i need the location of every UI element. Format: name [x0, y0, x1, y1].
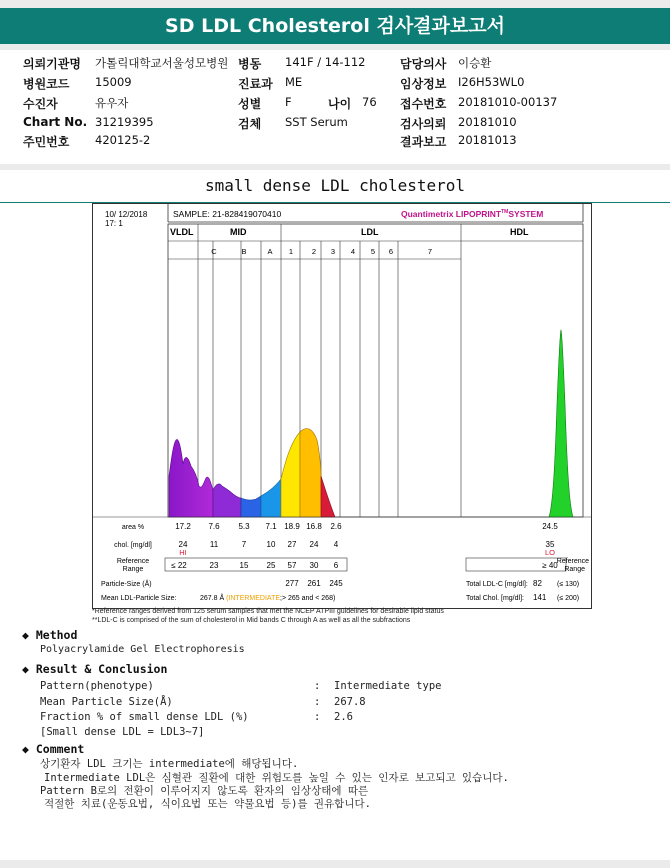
band-label: B	[241, 247, 247, 256]
result-sep: :	[314, 680, 321, 692]
chol-value: 35	[545, 540, 555, 549]
footnote: *Reference ranges derived from 125 serum samples that met the NCEP ATPIII guidelines for desirable lipid status	[92, 608, 444, 615]
ldl1-peak	[281, 432, 300, 517]
brand-name: Quantimetrix LIPOPRINT™SYSTEM	[401, 209, 544, 219]
result-label: Fraction % of small dense LDL (%)	[40, 711, 249, 723]
particle-size-label: Particle-Size (Å)	[101, 581, 152, 588]
info-value-accession: 20181010-00137	[458, 95, 558, 109]
bottom-strip	[0, 860, 670, 868]
svg-text:Range: Range	[564, 566, 585, 573]
result-value: 2.6	[334, 711, 353, 723]
ref-value: 15	[239, 561, 249, 570]
info-label-chart-no: Chart No.	[23, 115, 88, 129]
band-label: 4	[350, 247, 356, 256]
area-value: 18.9	[284, 522, 300, 531]
info-label-doctor: 담당의사	[400, 57, 447, 71]
info-value-sex: F	[285, 95, 292, 109]
total-chol-value: 141	[533, 593, 547, 602]
total-ldl-value: 82	[533, 579, 542, 588]
info-value-hospital-code: 15009	[95, 75, 132, 89]
chol-value: 10	[266, 540, 276, 549]
area-value: 2.6	[330, 522, 342, 531]
ref-value: 25	[266, 561, 276, 570]
info-label-accession: 접수번호	[400, 97, 447, 111]
run-time: 17: 1	[105, 219, 123, 228]
plot-frame	[168, 224, 583, 517]
info-label-requested: 검사의뢰	[400, 117, 447, 131]
result-label: Pattern(phenotype)	[40, 680, 154, 692]
info-label-institution: 의뢰기관명	[23, 57, 81, 71]
lo-flag: LO	[544, 548, 556, 557]
area-value: 16.8	[306, 522, 322, 531]
ref-value: 30	[309, 561, 319, 570]
info-value-patient: 유우자	[95, 96, 129, 110]
info-label-resident-no: 주민번호	[23, 135, 70, 149]
mid-c-peak	[213, 484, 241, 517]
result-heading: ◆ Result & Conclusion	[22, 662, 168, 676]
run-date: 10/ 12/2018	[105, 210, 148, 219]
data-table	[114, 522, 589, 573]
info-label-patient: 수진자	[23, 97, 58, 111]
ref-value: ≥ 40	[542, 561, 558, 570]
result-value: 267.8	[334, 696, 366, 708]
comment-line: 적절한 치료(운동요법, 식이요법 또는 약물요법 등)를 권유합니다.	[44, 798, 371, 810]
info-value-age: 76	[362, 95, 377, 109]
particle-size-value: 261	[307, 579, 321, 588]
info-value-clinical: I26H53WL0	[458, 75, 525, 89]
comment-heading: ◆ Comment	[22, 742, 85, 756]
ldl3-peak	[321, 476, 335, 517]
total-ldl-label: Total LDL-C [mg/dl]:	[466, 581, 528, 588]
area-value: 7.6	[208, 522, 220, 531]
info-label-hospital-code: 병원코드	[23, 77, 70, 91]
result-value: Intermediate type	[334, 680, 442, 692]
svg-text:Range: Range	[122, 566, 144, 573]
lipoprint-chart	[92, 203, 592, 609]
report-title: SD LDL Cholesterol 검사결과보고서	[0, 8, 670, 44]
sample-id: SAMPLE: 21-828419070410	[173, 209, 282, 219]
summary-rows	[101, 579, 579, 602]
mid-a-peak	[261, 479, 281, 517]
mean-ldl-value: 267.8 Å (INTERMEDIATE;> 265 and < 268)	[200, 595, 336, 602]
total-chol-ref: (≤ 200)	[557, 595, 580, 602]
info-value-ward: 141F / 14-112	[285, 55, 366, 69]
result-sep: :	[314, 696, 321, 708]
row-label-chol: chol. [mg/dl]	[114, 542, 152, 549]
diamond-icon: ◆	[22, 628, 36, 642]
row-label-ref: Reference	[116, 558, 150, 565]
ldl2-peak	[300, 429, 321, 517]
area-value: 7.1	[265, 522, 277, 531]
result-sep: :	[314, 711, 321, 723]
info-label-age: 나이	[328, 97, 352, 111]
group-label-vldl: VLDL	[170, 227, 194, 237]
band-label: 5	[370, 247, 376, 256]
total-chol-label: Total Chol. [mg/dl]:	[466, 595, 524, 602]
band-label: 2	[311, 247, 317, 256]
comment-line: Pattern B로의 전환이 이루어지지 않도록 환자의 임상상태에 따른	[40, 785, 369, 797]
comment-line: Intermediate LDL은 심혈관 질환에 대한 위험도를 높일 수 있는 인자로 보고되고 있습니다.	[44, 772, 509, 784]
info-value-reported: 20181013	[458, 133, 517, 147]
area-value: 5.3	[238, 522, 250, 531]
area-value: 17.2	[175, 522, 191, 531]
diamond-icon: ◆	[22, 662, 36, 676]
vldl-peak	[169, 440, 213, 517]
chol-value: 27	[287, 540, 297, 549]
chol-value: 4	[333, 540, 339, 549]
info-label-clinical: 임상정보	[400, 77, 447, 91]
info-value-department: ME	[285, 75, 303, 89]
info-label-ward: 병동	[238, 57, 262, 71]
band-label: 7	[427, 247, 433, 256]
particle-size-value: 245	[329, 579, 343, 588]
band-label: 1	[288, 247, 294, 256]
method-heading: ◆ Method	[22, 628, 78, 642]
patient-info-panel	[0, 50, 670, 164]
row-label-ref-right: Reference	[556, 558, 589, 565]
info-value-resident-no: 420125-2	[95, 133, 151, 147]
hdl-peak	[549, 330, 573, 517]
band-label: C	[211, 247, 217, 256]
band-label: 6	[388, 247, 394, 256]
ref-value: 57	[287, 561, 297, 570]
chol-value: 11	[209, 540, 219, 549]
comment-line: 상기환자 LDL 크기는 intermediate에 해당됩니다.	[40, 758, 299, 770]
group-label-hdl: HDL	[510, 227, 529, 237]
result-label: Mean Particle Size(Å)	[40, 696, 173, 708]
group-label-mid: MID	[230, 227, 247, 237]
info-value-institution: 가톨릭대학교서울성모병원	[95, 56, 229, 70]
mid-b-peak	[241, 496, 261, 517]
particle-size-value: 277	[285, 579, 299, 588]
info-value-specimen: SST Serum	[285, 115, 348, 129]
ref-value: 6	[333, 561, 339, 570]
total-ldl-ref: (≤ 130)	[557, 581, 580, 588]
info-label-specimen: 검체	[238, 117, 262, 131]
band-lines	[198, 224, 461, 517]
info-value-requested: 20181010	[458, 115, 517, 129]
lipoprint-svg	[93, 204, 591, 608]
info-value-doctor: 이승환	[458, 56, 492, 70]
hi-flag: HI	[179, 548, 187, 557]
chart-subtitle: small dense LDL cholesterol	[204, 176, 466, 195]
mean-ldl-label: Mean LDL-Particle Size:	[101, 595, 177, 602]
row-label-area: area %	[121, 524, 145, 531]
chol-value: 7	[241, 540, 247, 549]
footnote: **LDL-C is comprised of the sum of cholesterol in Mid bands C through A as well as all the subfractions	[92, 617, 411, 624]
chol-value: 24	[309, 540, 319, 549]
chol-value: 24	[178, 540, 188, 549]
area-value: 24.5	[542, 522, 558, 531]
info-label-department: 진료과	[238, 77, 273, 91]
band-label: 3	[330, 247, 336, 256]
info-value-chart-no: 31219395	[95, 115, 154, 129]
result-note: [Small dense LDL = LDL3~7]	[40, 726, 205, 738]
info-label-sex: 성별	[238, 97, 262, 111]
info-label-reported: 결과보고	[400, 135, 447, 149]
ref-value: ≤ 22	[171, 561, 187, 570]
diamond-icon: ◆	[22, 742, 36, 756]
method-text: Polyacrylamide Gel Electrophoresis	[40, 644, 245, 655]
band-label: A	[267, 247, 273, 256]
group-label-ldl: LDL	[361, 227, 379, 237]
ref-value: 23	[209, 561, 219, 570]
